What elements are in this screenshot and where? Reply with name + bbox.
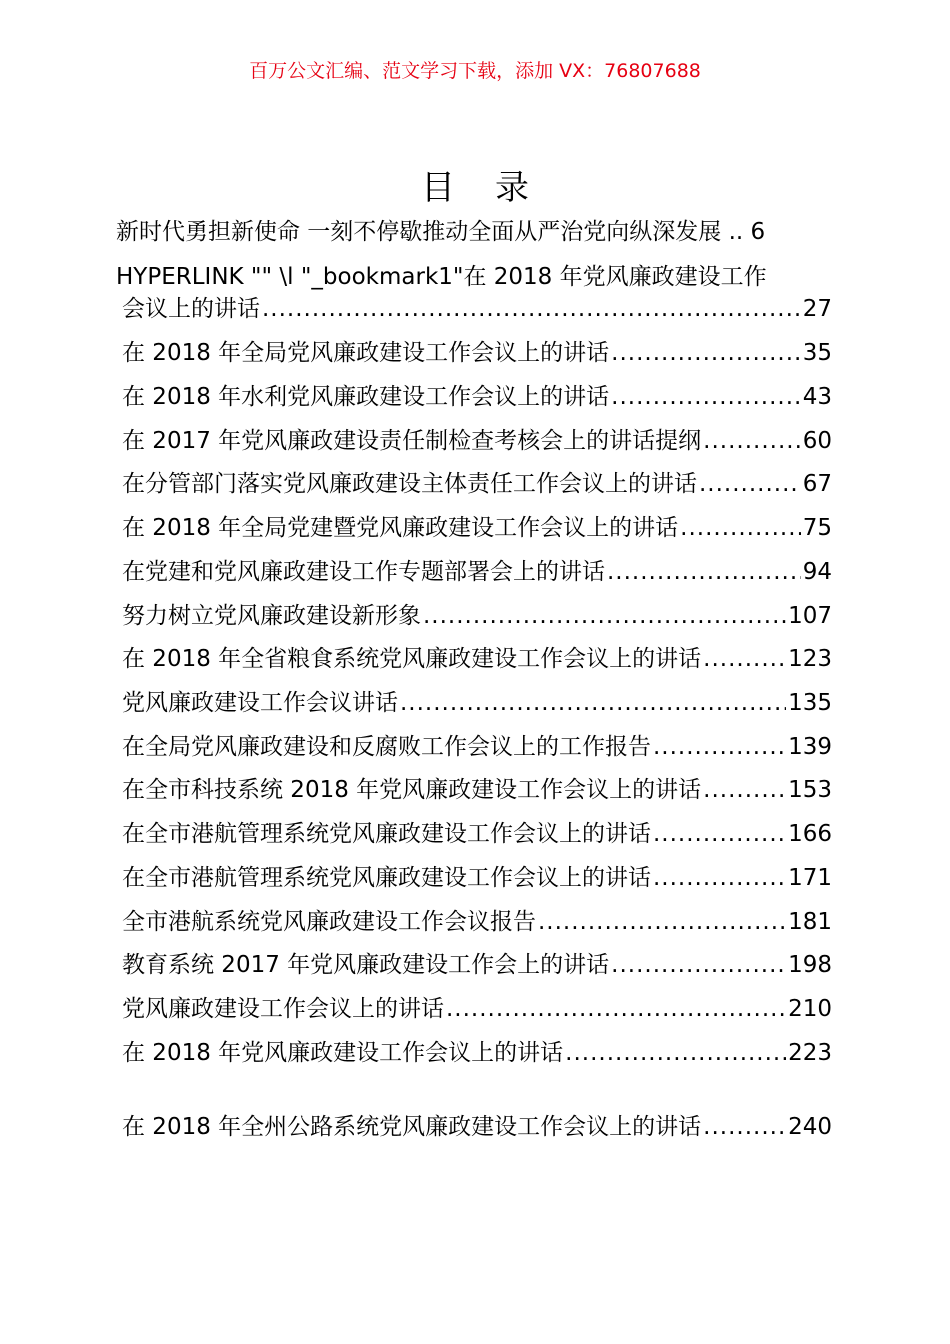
- toc-entry-page: 139: [788, 734, 832, 760]
- toc-entry-label: 全市港航系统党风廉政建设工作会议报告: [122, 909, 536, 935]
- toc-dot-leader: [262, 293, 801, 325]
- toc-entry-page: 181: [788, 909, 832, 935]
- toc-dot-leader: [565, 1037, 786, 1069]
- toc-dot-leader: [400, 687, 786, 719]
- toc-entry[interactable]: [122, 512, 832, 544]
- toc-entry-page: 153: [788, 777, 832, 803]
- toc-entry-label: 教育系统 2017 年党风廉政建设工作会上的讲话: [122, 952, 610, 978]
- toc-entry[interactable]: [122, 993, 832, 1025]
- toc-entry[interactable]: [122, 818, 832, 850]
- toc-dot-leader: [653, 731, 786, 763]
- toc-entry[interactable]: [122, 731, 832, 763]
- toc-entry[interactable]: [122, 381, 832, 413]
- toc-entry-label: 在 2018 年水利党风廉政建设工作会议上的讲话: [122, 384, 610, 410]
- toc-entry-page: 43: [802, 384, 832, 410]
- toc-entry-label: 在分管部门落实党风廉政建设主体责任工作会议上的讲话: [122, 471, 697, 497]
- toc-entry-page: 223: [788, 1040, 832, 1066]
- title-part-2: 录: [495, 168, 529, 208]
- toc-entry-page: 135: [788, 690, 832, 716]
- toc-entry-label: 党风廉政建设工作会议讲话: [122, 690, 398, 716]
- toc-entry-label: 在 2018 年全局党建暨党风廉政建设工作会议上的讲话: [122, 515, 679, 541]
- toc-entry-page: 94: [802, 559, 832, 585]
- toc-entry[interactable]: [122, 774, 832, 806]
- toc-dot-leader: [680, 512, 801, 544]
- page-title: [0, 166, 950, 210]
- toc-entry-page: 166: [788, 821, 832, 847]
- toc-entry[interactable]: [122, 949, 832, 981]
- toc-dot-leader: [446, 993, 786, 1025]
- header-note: 百万公文汇编、范文学习下载，添加 VX：76807688: [249, 60, 701, 82]
- toc-first-entry[interactable]: 新时代勇担新使命 一刻不停歇推动全面从严治党向纵深发展 .. 6: [116, 219, 766, 245]
- toc-entry[interactable]: [122, 468, 832, 500]
- title-part-1: 目: [421, 168, 455, 208]
- toc-entry-label: 在 2018 年全省粮食系统党风廉政建设工作会议上的讲话: [122, 646, 702, 672]
- toc-entry-page: 67: [802, 471, 832, 497]
- toc-entry[interactable]: [122, 293, 832, 325]
- toc-dot-leader: [538, 906, 786, 938]
- toc-entry[interactable]: [122, 556, 832, 588]
- toc-dot-leader: [703, 425, 801, 457]
- toc-entry-label: 在全市科技系统 2018 年党风廉政建设工作会议上的讲话: [122, 777, 702, 803]
- toc-entry-label: 在 2017 年党风廉政建设责任制检查考核会上的讲话提纲: [122, 428, 702, 454]
- toc-entry-page: 171: [788, 865, 832, 891]
- toc-entry-page: 75: [802, 515, 832, 541]
- toc-entry-label: 在 2018 年全局党风廉政建设工作会议上的讲话: [122, 340, 610, 366]
- toc-entry-label: 在全市港航管理系统党风廉政建设工作会议上的讲话: [122, 821, 651, 847]
- toc-entry-page: 27: [802, 296, 832, 322]
- toc-entry[interactable]: [122, 337, 832, 369]
- toc-entry-label: 在全市港航管理系统党风廉政建设工作会议上的讲话: [122, 865, 651, 891]
- toc-entry[interactable]: [122, 1111, 832, 1143]
- toc-entry[interactable]: [122, 643, 832, 675]
- toc-entry-label: 在全局党风廉政建设和反腐败工作会议上的工作报告: [122, 734, 651, 760]
- toc-entry[interactable]: [122, 862, 832, 894]
- toc-dot-leader: [653, 818, 786, 850]
- toc-dot-leader: [611, 337, 801, 369]
- toc-dot-leader: [703, 774, 786, 806]
- toc-entry-page: 210: [788, 996, 832, 1022]
- toc-entry-label: 努力树立党风廉政建设新形象: [122, 603, 421, 629]
- toc-entry[interactable]: [122, 600, 832, 632]
- toc-dot-leader: [699, 468, 801, 500]
- toc-dot-leader: [703, 1111, 786, 1143]
- toc-entry-label: 会议上的讲话: [122, 296, 260, 322]
- toc-dot-leader: [653, 862, 786, 894]
- toc-entry-page: 198: [788, 952, 832, 978]
- toc-dot-leader: [703, 643, 786, 675]
- toc-dot-leader: [423, 600, 786, 632]
- toc-entry-label: 在 2018 年党风廉政建设工作会议上的讲话: [122, 1040, 564, 1066]
- toc-entry-label: 在党建和党风廉政建设工作专题部署会上的讲话: [122, 559, 605, 585]
- toc-entry-label: 党风廉政建设工作会议上的讲话: [122, 996, 444, 1022]
- toc-entry-page: 35: [802, 340, 832, 366]
- toc-hyperlink-line[interactable]: HYPERLINK "" \l "_bookmark1"在 2018 年党风廉政建设工作: [116, 264, 767, 290]
- toc-entry-page: 240: [788, 1114, 832, 1140]
- toc-dot-leader: [611, 381, 801, 413]
- toc-entry-label: 在 2018 年全州公路系统党风廉政建设工作会议上的讲话: [122, 1114, 702, 1140]
- toc-entry[interactable]: [122, 1037, 832, 1069]
- toc-entry[interactable]: [122, 687, 832, 719]
- toc-dot-leader: [607, 556, 801, 588]
- toc-entry-page: 60: [802, 428, 832, 454]
- toc-entry-page: 123: [788, 646, 832, 672]
- toc-entry[interactable]: [122, 906, 832, 938]
- toc-entry[interactable]: [122, 425, 832, 457]
- toc-dot-leader: [611, 949, 786, 981]
- toc-entry-page: 107: [788, 603, 832, 629]
